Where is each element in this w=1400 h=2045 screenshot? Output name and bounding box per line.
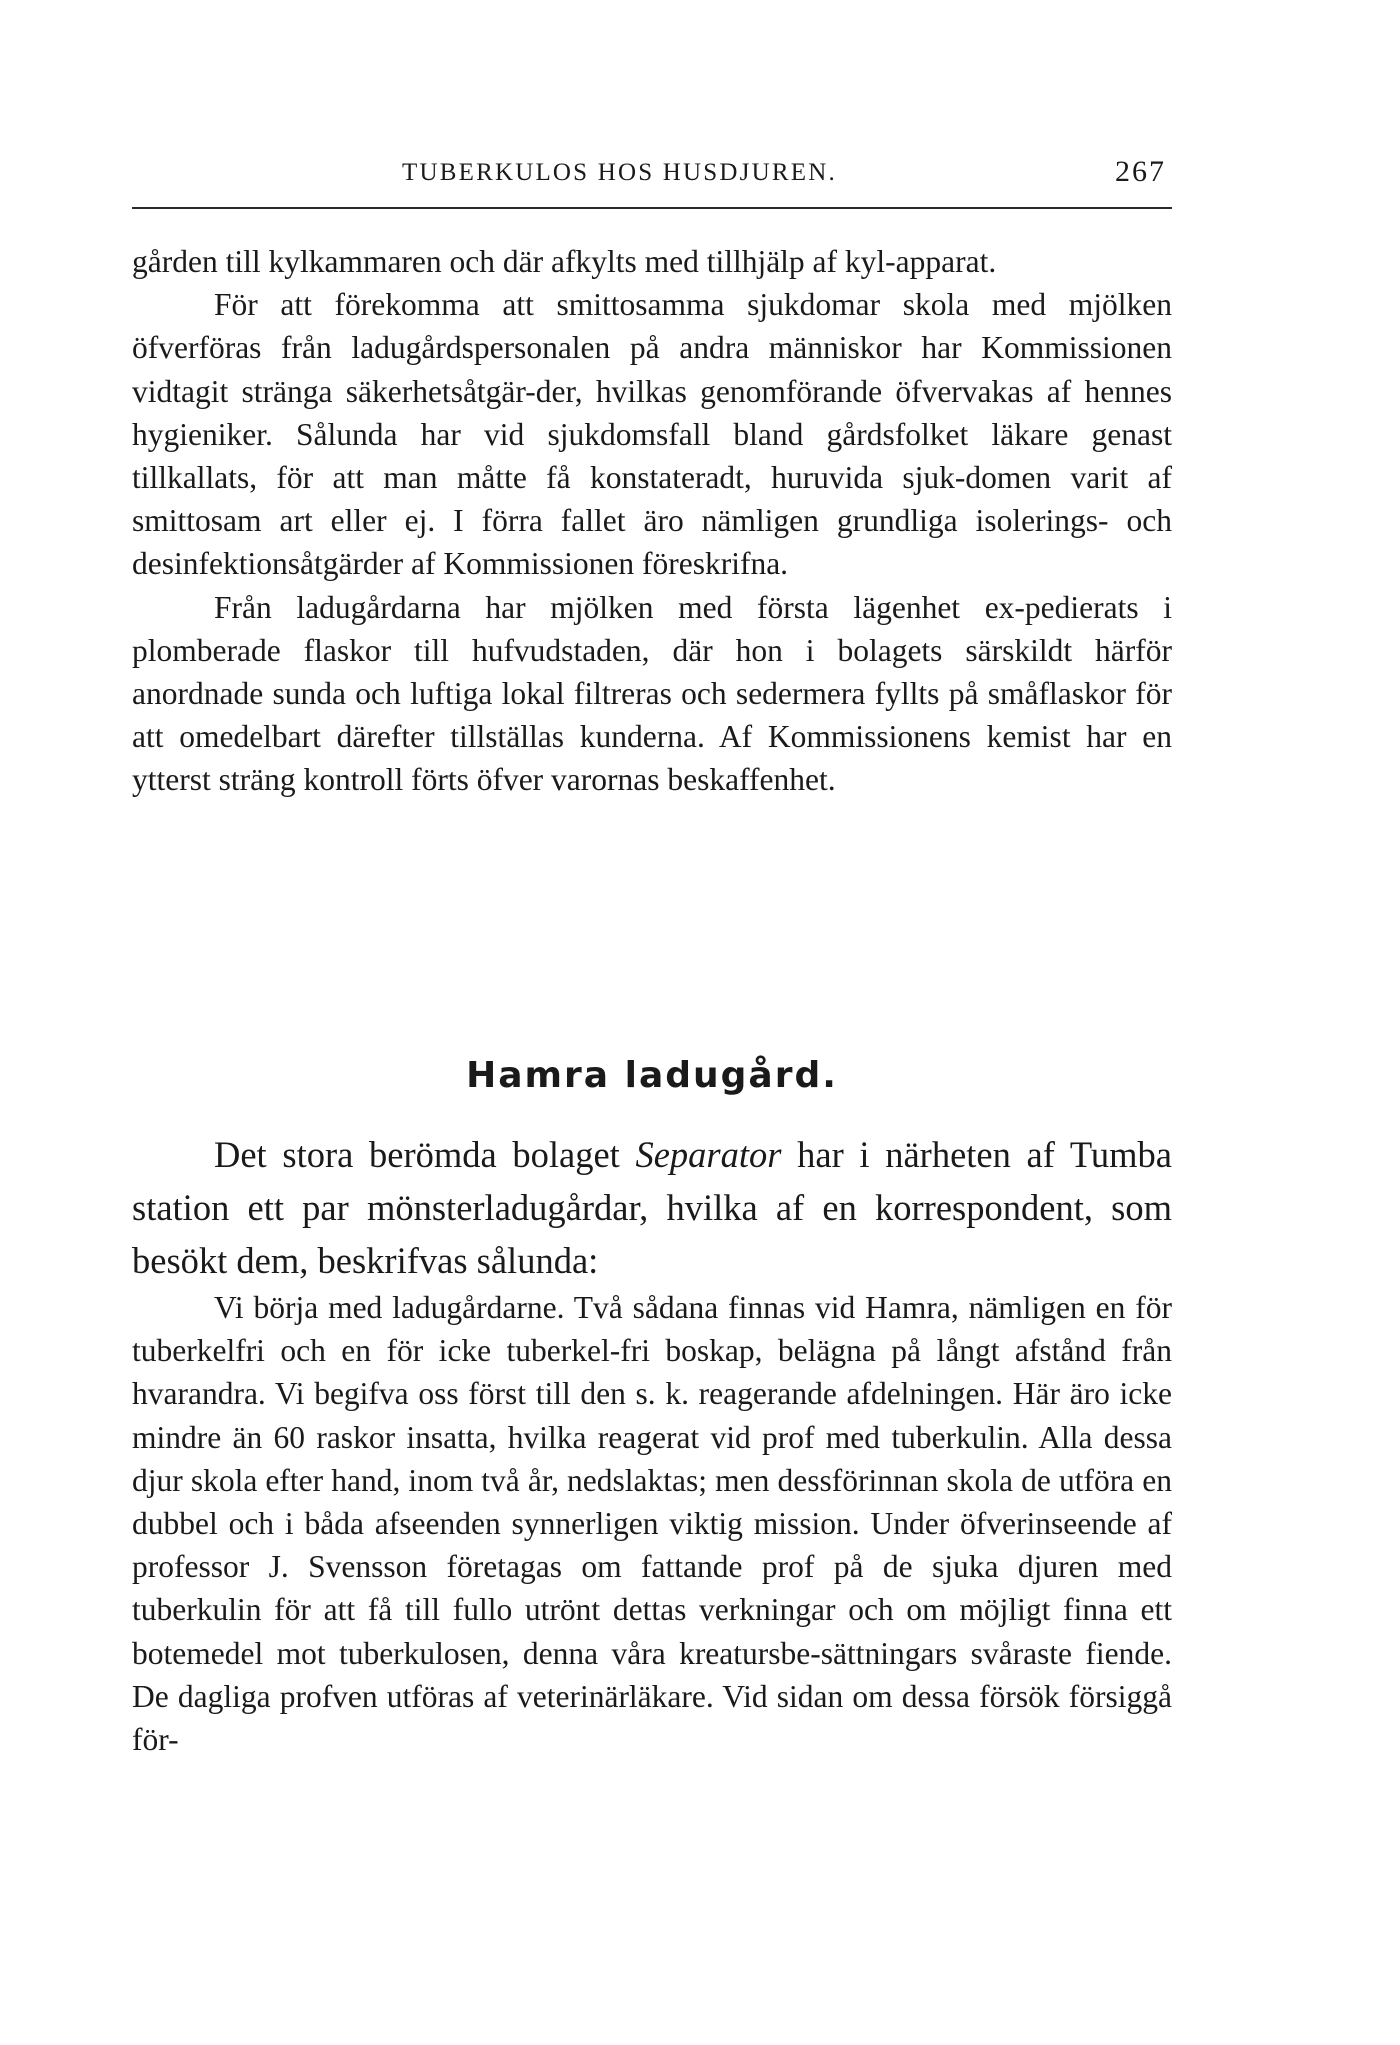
- paragraph-barns: Vi börja med ladugårdarne. Två sådana finnas vid Hamra, nämligen en för tuberkelfri och en för icke tuberkel-fri boskap, belägna på långt afstånd från hvarandra. Vi begifva oss först till den s. k. reagerande afdelningen. Här äro icke mindre än 60 raskor insatta, hvilka reagerat vid prof med tuberkulin. Alla dessa djur skola efter hand, inom två år, nedslaktas; men dessförinnan skola de utföra en dubbel och i båda afseenden synnerligen viktig mission. Under öfverinseende af professor J. Svensson företagas om fattande prof på de sjuka djuren med tuberkulin för att få till fullo utrönt dettas verkningar och om möjligt finna ett botemedel mot tuberkulosen, denna våra kreatursbe-sättningars svåraste fiende. De dagliga profven utföras af veterinärläkare. Vid sidan om dessa försök försiggå för-: [132, 1290, 1172, 1758]
- lead-text-after: har i närheten af Tumba station ett par mönsterladugårdar, hvilka af en korrespondent, som besökt dem, beskrifvas sålunda:: [132, 1134, 1173, 1281]
- running-title: TUBERKULOS HOS HUSDJUREN.: [402, 159, 837, 186]
- section-lead: [132, 1128, 1172, 1287]
- section-heading: Hamra ladugård.: [466, 1055, 838, 1096]
- text-block-lower: [132, 1286, 1172, 1761]
- book-page: [132, 0, 1172, 2045]
- paragraph-hygiene: För att förekomma att smittosamma sjukdomar skola med mjölken öfverföras från ladugårdspersonalen på andra människor har Kommissionen vidtagit stränga säkerhetsåtgär-der, hvilkas genomförande öfvervakas af hennes hygieniker. Sålunda har vid sjukdomsfall bland gårdsfolket läkare genast tillkallats, för att man måtte få konstateradt, huruvida sjuk-domen varit af smittosam art eller ej. I förra fallet äro nämligen grundliga isolerings- och desinfektionsåtgärder af Kommissionen föreskrifna.: [132, 287, 1172, 582]
- lead-text-italic: Separator: [635, 1134, 782, 1175]
- lead-paragraph: [132, 1128, 1172, 1287]
- text-block-upper: [132, 240, 1172, 802]
- paragraph-continuation: gården till kylkammaren och där afkylts med tillhjälp af kyl-apparat.: [132, 244, 997, 279]
- paragraph-distribution: Från ladugårdarna har mjölken med första lägenhet ex-pedierats i plomberade flaskor till hufvudstaden, där hon i bolagets särskildt härför anordnade sunda och luftiga lokal filtreras och sedermera fyllts på småflaskor för att omedelbart därefter tillställas kunderna. Af Kommissionens kemist har en ytterst sträng kontroll förts öfver varornas beskaffenhet.: [132, 589, 1172, 798]
- lead-text-before: Det stora berömda bolaget: [214, 1134, 636, 1175]
- header-rule: [132, 207, 1172, 209]
- page-number: 267: [1115, 155, 1166, 188]
- running-head: [132, 155, 1172, 203]
